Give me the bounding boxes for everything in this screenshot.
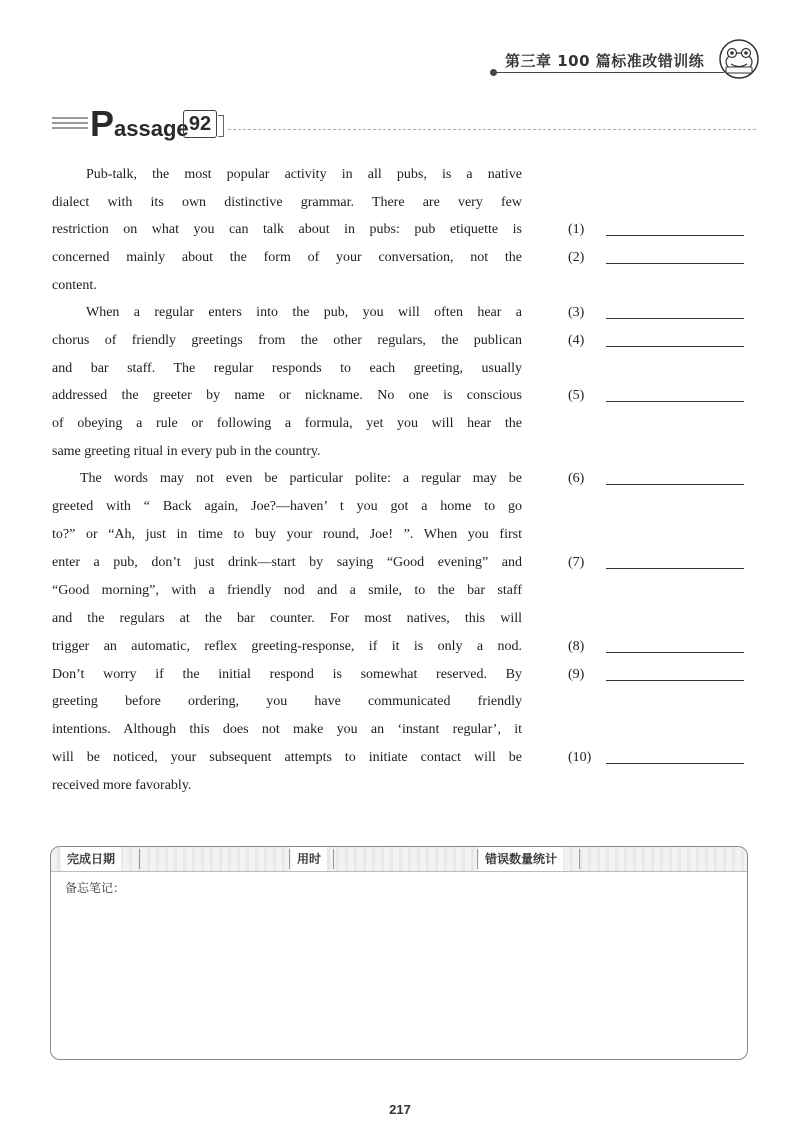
passage-line: chorus of friendly greetings from the other regulars, the publican <box>52 333 522 348</box>
passage-line: concerned mainly about the form of your conversation, not the <box>52 250 522 265</box>
answer-blank-4[interactable] <box>606 346 744 347</box>
passage-line: The words may not even be particular polite: a regular may be <box>80 471 522 486</box>
heading-rule <box>228 129 756 130</box>
answer-blank-5[interactable] <box>606 401 744 402</box>
passage-title <box>90 104 189 149</box>
passage-line: Don’t worry if the initial respond is somewhat reserved. By <box>52 667 522 682</box>
answer-blank-8[interactable] <box>606 652 744 653</box>
passage-title-initial: P <box>90 103 115 144</box>
answer-blank-6[interactable] <box>606 484 744 485</box>
answer-number: (10) <box>568 750 592 765</box>
record-divider <box>333 849 334 869</box>
page-number: 217 <box>389 1102 411 1117</box>
record-divider <box>579 849 580 869</box>
memo-label: 备忘笔记： <box>65 881 126 895</box>
record-box <box>50 846 748 1060</box>
answer-number: (9) <box>568 667 585 682</box>
passage-line: When a regular enters into the pub, you will often hear a <box>86 305 522 320</box>
answer-number: (3) <box>568 305 585 320</box>
passage-line: will be noticed, your subsequent attempts to initiate contact will be <box>52 750 522 765</box>
answer-blank-10[interactable] <box>606 763 744 764</box>
record-header <box>51 847 747 872</box>
error-count-label: 错误数量统计 <box>479 847 563 871</box>
passage-line: intentions. Although this does not make you an ‘instant regular’, it <box>52 722 522 737</box>
completion-date-label: 完成日期 <box>61 847 121 871</box>
passage-line: restriction on what you can talk about in pubs: pub etiquette is <box>52 222 522 237</box>
passage-line: and bar staff. The regular responds to each greeting, usually <box>52 361 522 376</box>
answer-number: (2) <box>568 250 585 265</box>
record-divider <box>289 849 290 869</box>
passage-line: Pub-talk, the most popular activity in all pubs, is a native <box>86 167 522 182</box>
record-divider <box>139 849 140 869</box>
passage-line: same greeting ritual in every pub in the country. <box>52 444 321 459</box>
answer-blank-9[interactable] <box>606 680 744 681</box>
passage-line: dialect with its own distinctive grammar. There are very few <box>52 195 522 210</box>
passage-line: of obeying a rule or following a formula, yet you will hear the <box>52 416 522 431</box>
answer-number: (5) <box>568 388 585 403</box>
passage-line: and the regulars at the bar counter. For most natives, this will <box>52 611 522 626</box>
answer-blank-1[interactable] <box>606 235 744 236</box>
answer-number: (6) <box>568 471 585 486</box>
passage-line: greeting before ordering, you have communicated friendly <box>52 694 522 709</box>
passage-number: 92 <box>183 110 217 138</box>
passage-line: content. <box>52 278 97 293</box>
header-rule <box>494 72 724 73</box>
answer-number: (8) <box>568 639 585 654</box>
answer-number: (1) <box>568 222 585 237</box>
answer-blank-7[interactable] <box>606 568 744 569</box>
passage-title-rest: assage <box>114 116 189 141</box>
answer-number: (4) <box>568 333 585 348</box>
record-divider <box>477 849 478 869</box>
passage-line: trigger an automatic, reflex greeting-response, if it is only a nod. <box>52 639 522 654</box>
answer-number: (7) <box>568 555 585 570</box>
heading-bracket <box>218 115 224 137</box>
passage-line: received more favorably. <box>52 778 192 793</box>
answer-blank-2[interactable] <box>606 263 744 264</box>
passage-line: greeted with “ Back again, Joe?—haven’ t you got a home to go <box>52 499 522 514</box>
chapter-title: 第三章 100 篇标准改错训练 <box>505 52 705 70</box>
passage-line: addressed the greeter by name or nickname. No one is conscious <box>52 388 522 403</box>
time-used-label: 用时 <box>291 847 327 871</box>
answer-blank-3[interactable] <box>606 318 744 319</box>
frog-mascot-icon <box>718 38 760 80</box>
passage-line: “Good morning”, with a friendly nod and a smile, to the bar staff <box>52 583 522 598</box>
heading-decor-lines <box>52 117 88 132</box>
passage-line: to?” or “Ah, just in time to buy your round, Joe! ”. When you first <box>52 527 522 542</box>
passage-line: enter a pub, don’t just drink—start by saying “Good evening” and <box>52 555 522 570</box>
